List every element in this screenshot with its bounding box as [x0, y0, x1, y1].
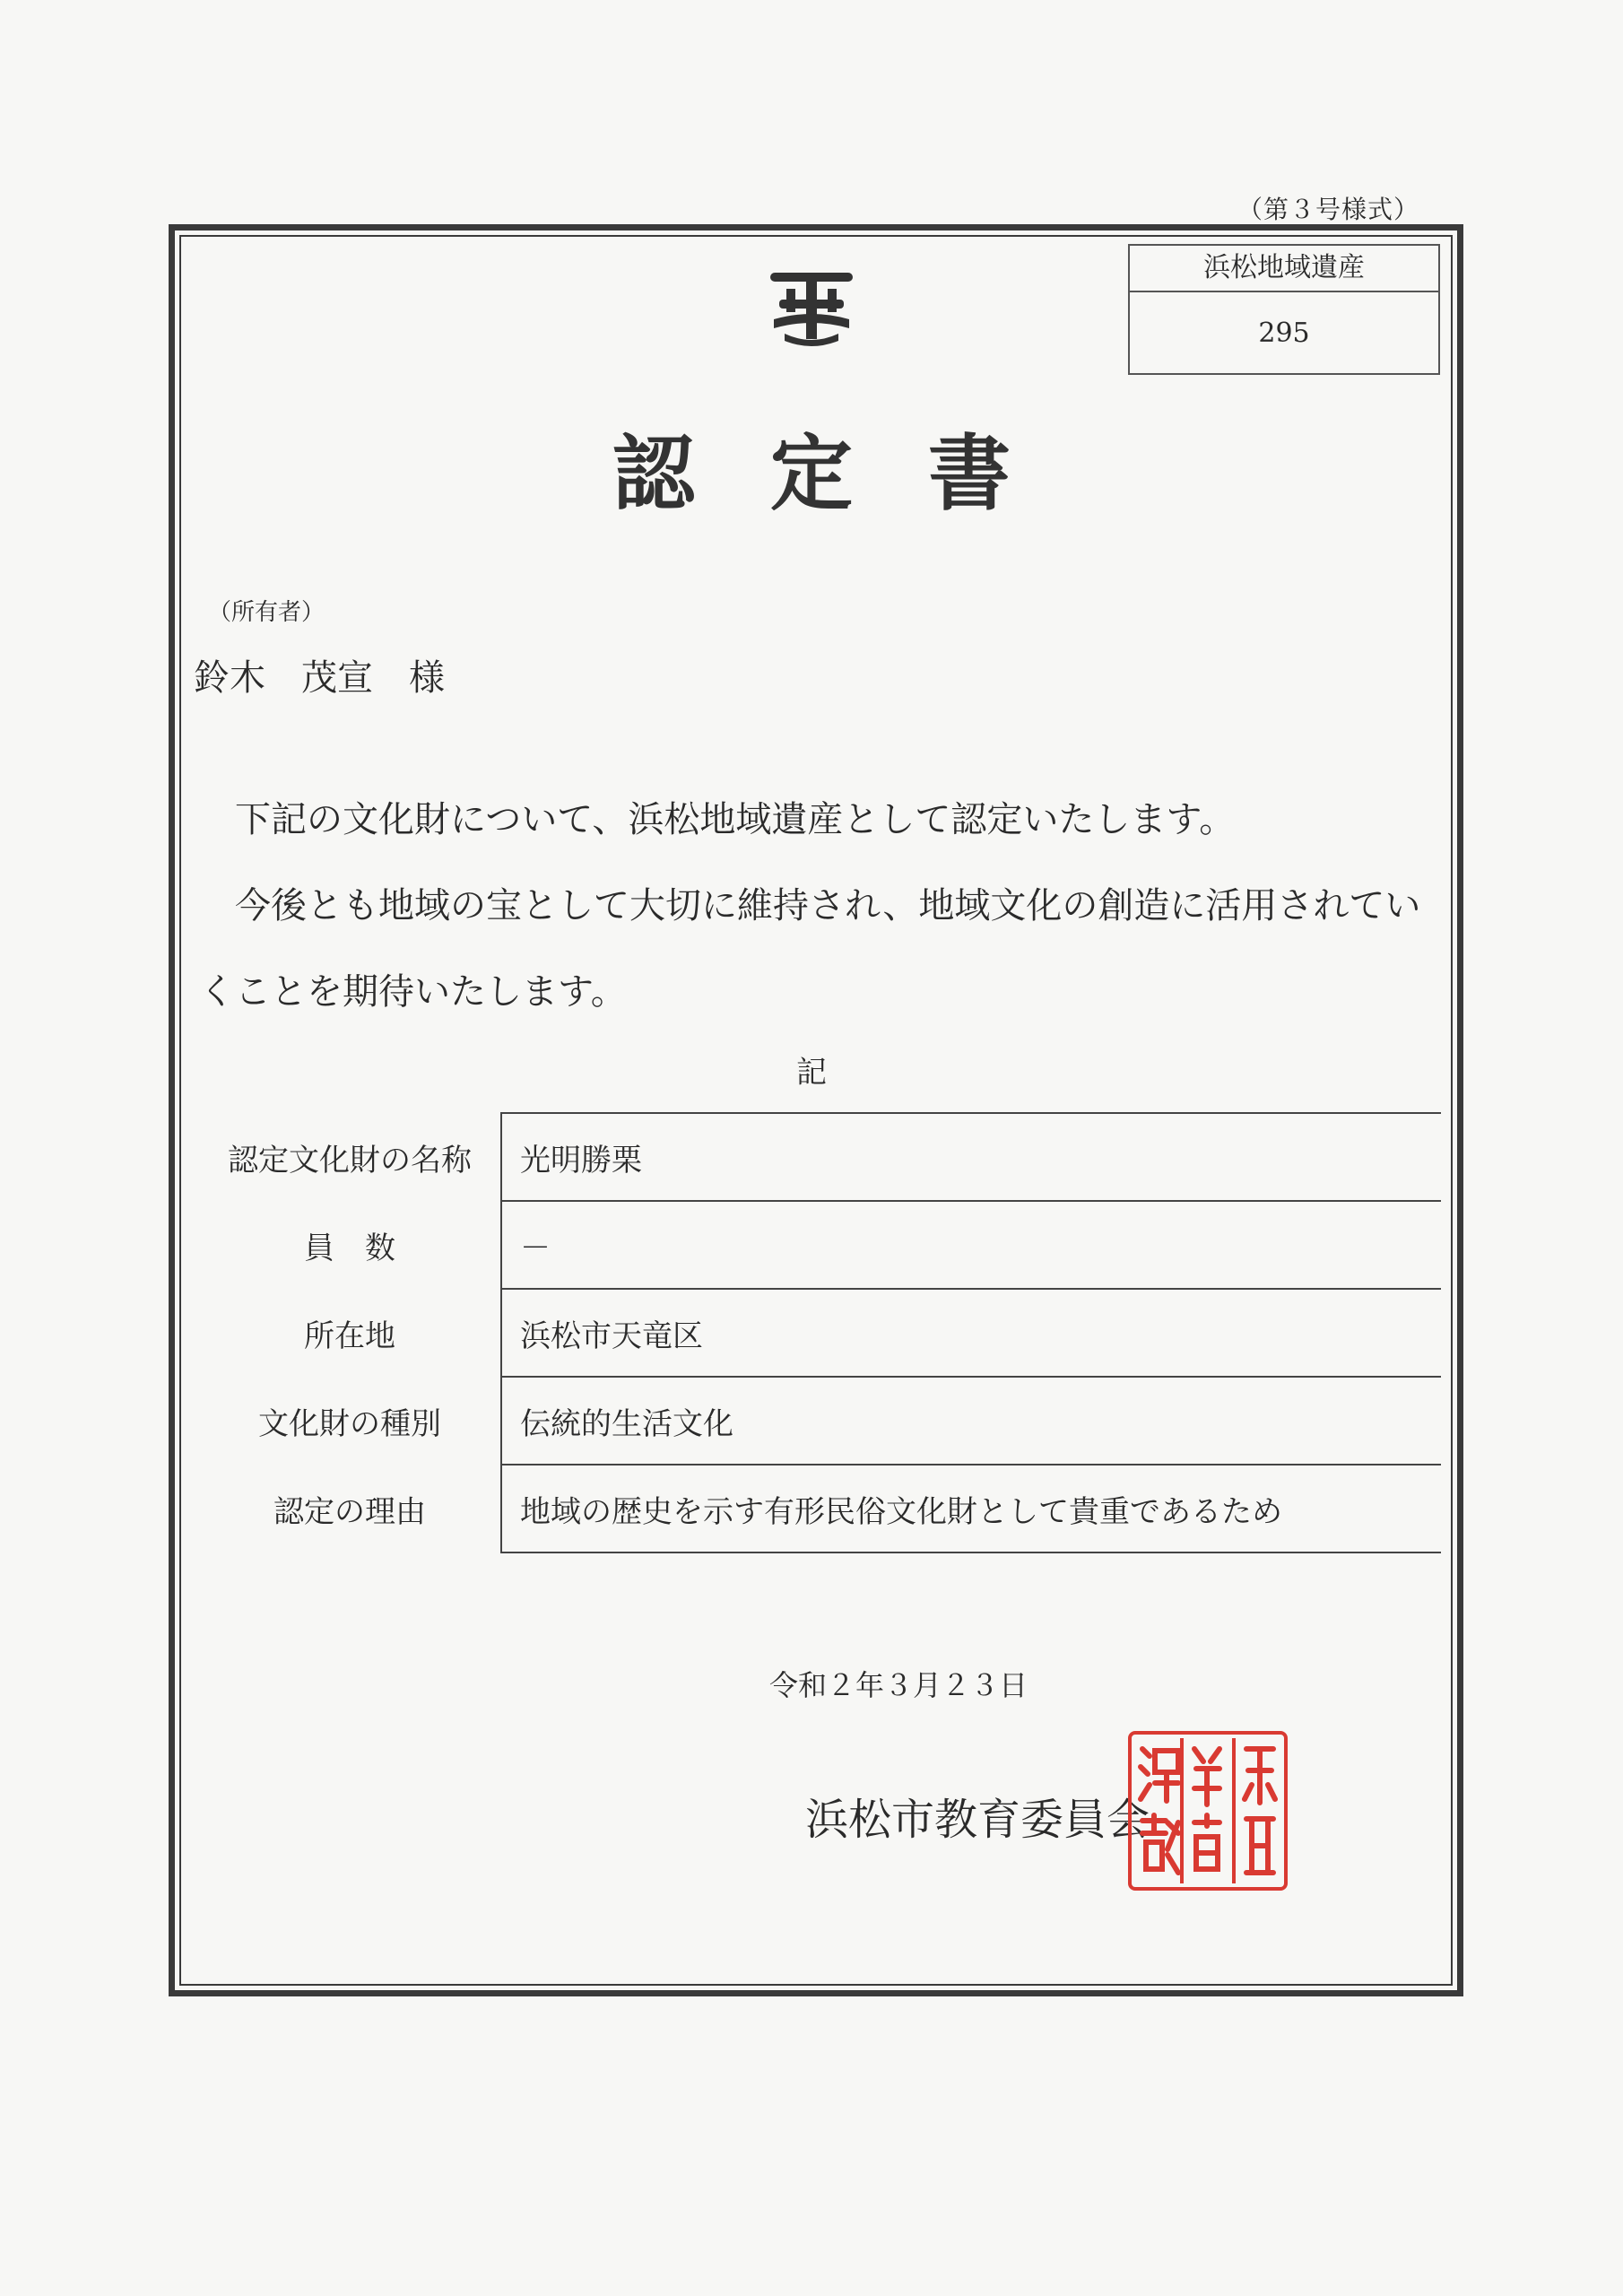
owner-name: 鈴木 茂宣 様	[194, 657, 445, 699]
body-paragraph-2: 今後とも地域の宝として大切に維持され、地域文化の創造に活用されていくことを期待いたします。	[199, 885, 1421, 1013]
certificate-box-heading: 浜松地域遺産	[1130, 246, 1438, 292]
detail-label: 認定の理由	[273, 1493, 426, 1530]
city-emblem-icon	[767, 265, 856, 346]
detail-label: 文化財の種別	[258, 1405, 441, 1442]
detail-value: 地域の歴史を示す有形民俗文化財として貴重であるため	[501, 1465, 1441, 1552]
detail-value: 浜松市天竜区	[501, 1289, 1441, 1377]
official-seal-icon	[1126, 1729, 1289, 1892]
owner-label: （所有者）	[208, 599, 325, 626]
certificate-number-box	[1128, 244, 1440, 375]
details-table	[199, 1112, 1441, 1553]
detail-value: 光明勝栗	[501, 1113, 1441, 1201]
certificate-box-number: 295	[1258, 317, 1310, 349]
table-row	[199, 1465, 1441, 1552]
detail-label: 員 数	[304, 1230, 395, 1266]
issuer-name: 浜松市教育委員会	[805, 1795, 1150, 1845]
issue-date: 令和２年３月２３日	[769, 1668, 1028, 1702]
page-title: 認定書	[612, 426, 1086, 522]
body-paragraph-1: 下記の文化財について、浜松地域遺産として認定いたします。	[235, 799, 1236, 840]
table-row	[199, 1201, 1441, 1289]
table-row	[199, 1113, 1441, 1201]
ki-heading: 記	[796, 1055, 827, 1091]
table-row	[199, 1377, 1441, 1465]
table-row	[199, 1289, 1441, 1377]
detail-label: 所在地	[304, 1318, 395, 1354]
detail-label: 認定文化財の名称	[228, 1142, 472, 1178]
body-text	[199, 777, 1454, 1035]
form-number: （第３号様式）	[1237, 195, 1420, 224]
detail-value: －	[501, 1201, 1441, 1289]
detail-value: 伝統的生活文化	[501, 1377, 1441, 1465]
